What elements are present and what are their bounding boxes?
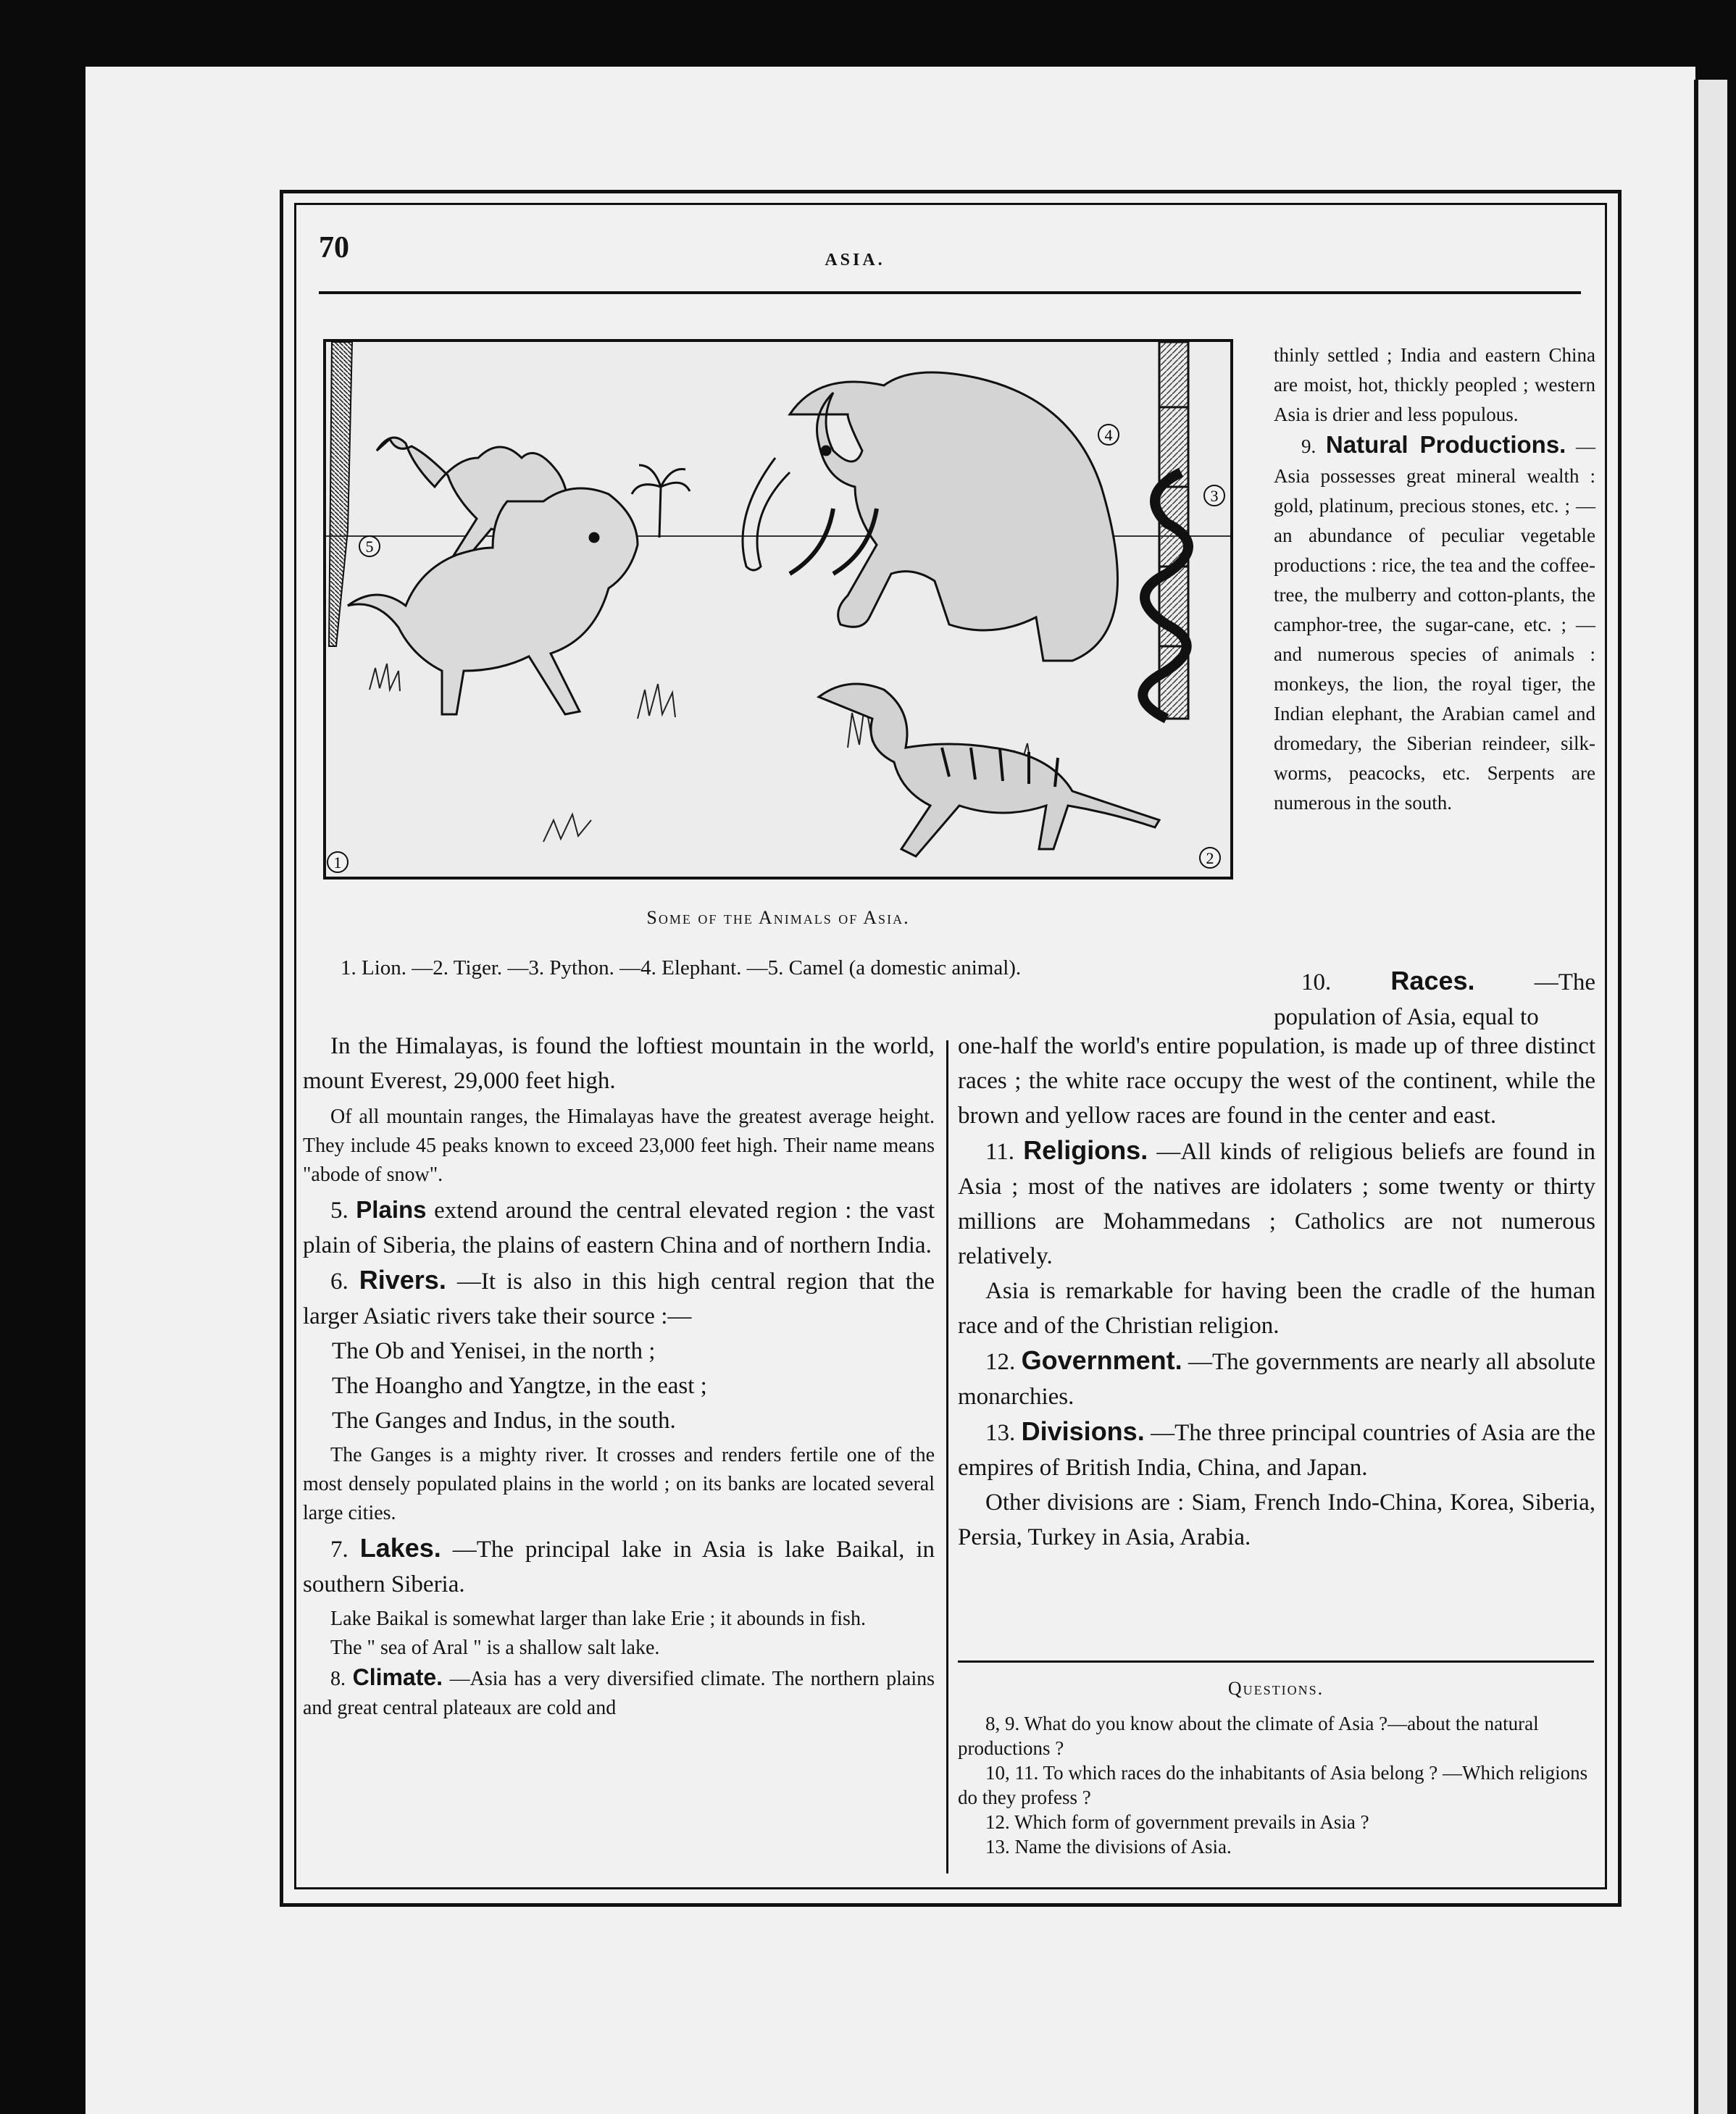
section-13-text: —The three principal countries of Asia are the empires of British India, China, and Japan.: [958, 1420, 1596, 1481]
ganges-note: The Ganges is a mighty river. It crosses and renders fertile one of the most densely populated plains in the world ; on its banks are located several large cities.: [303, 1444, 935, 1524]
marker-4: 4: [1104, 426, 1113, 444]
section-11-note: Asia is remarkable for having been the cradle of the human race and of the Christian religion.: [958, 1278, 1595, 1339]
section-6-text: —It is also in this high central region that the larger Asiatic rivers take their source :—: [303, 1269, 935, 1329]
section-5-number: 5.: [330, 1198, 349, 1224]
section-13-heading: Divisions.: [1021, 1416, 1145, 1446]
himalaya-paragraph: In the Himalayas, is found the loftiest mountain in the world, mount Everest, 29,000 feet high.: [303, 1033, 935, 1094]
river-line-3: The Ganges and Indus, in the south.: [332, 1408, 676, 1434]
section-11-text: —All kinds of religious beliefs are found in Asia ; most of the natives are idolaters ; some twenty or thirty millions are Mohammedans ; Catholics are not numerous relatively.: [958, 1139, 1596, 1269]
right-column: [1274, 341, 1595, 818]
section-8-number: 8.: [330, 1668, 346, 1690]
elephant: [743, 372, 1118, 661]
section-5: [303, 1192, 935, 1263]
aral-note: The " sea of Aral " is a shallow salt lake.: [330, 1637, 660, 1659]
section-10-number: 10.: [1301, 969, 1332, 995]
section-9-text: —Asia possesses great mineral wealth : gold, platinum, precious stones, etc. ; — an abundance of peculiar vegetable productions : rice, the tea and the coffee-tree, the mulberry and cotton-plants, the camphor-tree, the sugar-cane, etc. ; — and numerous species of animals : monkeys, the lion, the royal tiger, the Indian elephant, the Arabian camel and dromedary, the Siberian reindeer, silk-worms, peacocks, etc. Serpents are numerous in the south.: [1274, 435, 1596, 814]
section-9-number: 9.: [1301, 435, 1316, 457]
section-10-text-b: one-half the world's entire population, is made up of three distinct races ; the white race occupy the west of the continent, while the brown and yellow races are found in the center and east.: [958, 1033, 1595, 1129]
river-line-2: The Hoangho and Yangtze, in the east ;: [332, 1373, 707, 1399]
section-10-heading: Races.: [1390, 966, 1475, 995]
section-8: [303, 1663, 935, 1723]
section-11: [958, 1133, 1595, 1274]
questions-title: Questions.: [1227, 1678, 1324, 1699]
mountains-note: Of all mountain ranges, the Himalayas have the greatest average height. They include 45 peaks known to exceed 23,000 feet high. Their name means "abode of snow".: [303, 1106, 935, 1186]
next-page-edge: [1694, 80, 1727, 2114]
running-title: ASIA.: [825, 251, 885, 270]
section-10-start: [1274, 964, 1595, 1035]
section-13: [958, 1414, 1595, 1485]
question-item: 8, 9. What do you know about the climate of Asia ?—about the natural productions ?: [958, 1713, 1539, 1759]
climate-continuation: thinly settled ; India and eastern China are moist, hot, thickly peopled ; western Asia is drier and less populous.: [1274, 344, 1595, 425]
marker-3: 3: [1210, 487, 1219, 505]
section-5-text: extend around the central elevated region : the vast plain of Siberia, the plains of eastern China and of northern India.: [303, 1198, 935, 1258]
section-6: [303, 1263, 935, 1334]
question-item: 12. Which form of government prevails in Asia ?: [985, 1811, 1369, 1833]
page-number: 70: [319, 231, 349, 264]
section-9-heading: Natural Productions.: [1325, 431, 1566, 458]
header-rule: [319, 291, 1581, 294]
python-tree: [1143, 342, 1188, 719]
section-8-text: —Asia has a very diversified climate. The northern plains and great central plateaux are cold and: [303, 1668, 935, 1719]
left-column: [303, 1029, 935, 1723]
animals-illustration: [323, 339, 1233, 880]
section-11-number: 11.: [985, 1139, 1015, 1165]
animals-engraving: [326, 342, 1230, 877]
section-13-other: Other divisions are : Siam, French Indo-China, Korea, Siberia, Persia, Turkey in Asia, Arabia.: [958, 1490, 1595, 1550]
marker-1: 1: [333, 853, 342, 872]
section-13-number: 13.: [985, 1420, 1016, 1446]
questions-list: [958, 1711, 1594, 1859]
marker-5: 5: [365, 538, 374, 556]
tiger: [819, 684, 1159, 856]
section-10-text-a: —The population of Asia, equal to: [1274, 969, 1595, 1030]
section-12-number: 12.: [985, 1349, 1016, 1375]
section-6-number: 6.: [330, 1269, 349, 1295]
question-item: 10, 11. To which races do the inhabitants of Asia belong ? —Which religions do they profess ?: [958, 1762, 1588, 1808]
section-7-number: 7.: [330, 1537, 349, 1563]
column-divider: [946, 1040, 948, 1873]
questions-rule: [958, 1660, 1594, 1663]
section-6-heading: Rivers.: [359, 1265, 446, 1295]
section-9: [1274, 430, 1595, 818]
section-5-heading: Plains: [356, 1196, 427, 1223]
river-line-1: The Ob and Yenisei, in the north ;: [332, 1338, 656, 1364]
marker-2: 2: [1206, 849, 1214, 867]
right-column-lower: [958, 1029, 1595, 1555]
question-item: 13. Name the divisions of Asia.: [985, 1836, 1232, 1858]
section-7-heading: Lakes.: [359, 1533, 441, 1563]
section-12-heading: Government.: [1021, 1345, 1182, 1375]
illustration-legend: 1. Lion. —2. Tiger. —3. Python. —4. Elephant. —5. Camel (a domestic animal).: [341, 956, 1022, 979]
baikal-note: Lake Baikal is somewhat larger than lake Erie ; it abounds in fish.: [330, 1608, 866, 1630]
section-7: [303, 1531, 935, 1602]
illustration-caption: Some of the Animals of Asia.: [646, 907, 910, 928]
section-12: [958, 1343, 1595, 1414]
section-11-heading: Religions.: [1023, 1135, 1148, 1165]
section-7-text: —The principal lake in Asia is lake Baikal, in southern Siberia.: [303, 1537, 935, 1597]
section-12-text: —The governments are nearly all absolute monarchies.: [958, 1349, 1596, 1410]
section-8-heading: Climate.: [352, 1664, 443, 1690]
